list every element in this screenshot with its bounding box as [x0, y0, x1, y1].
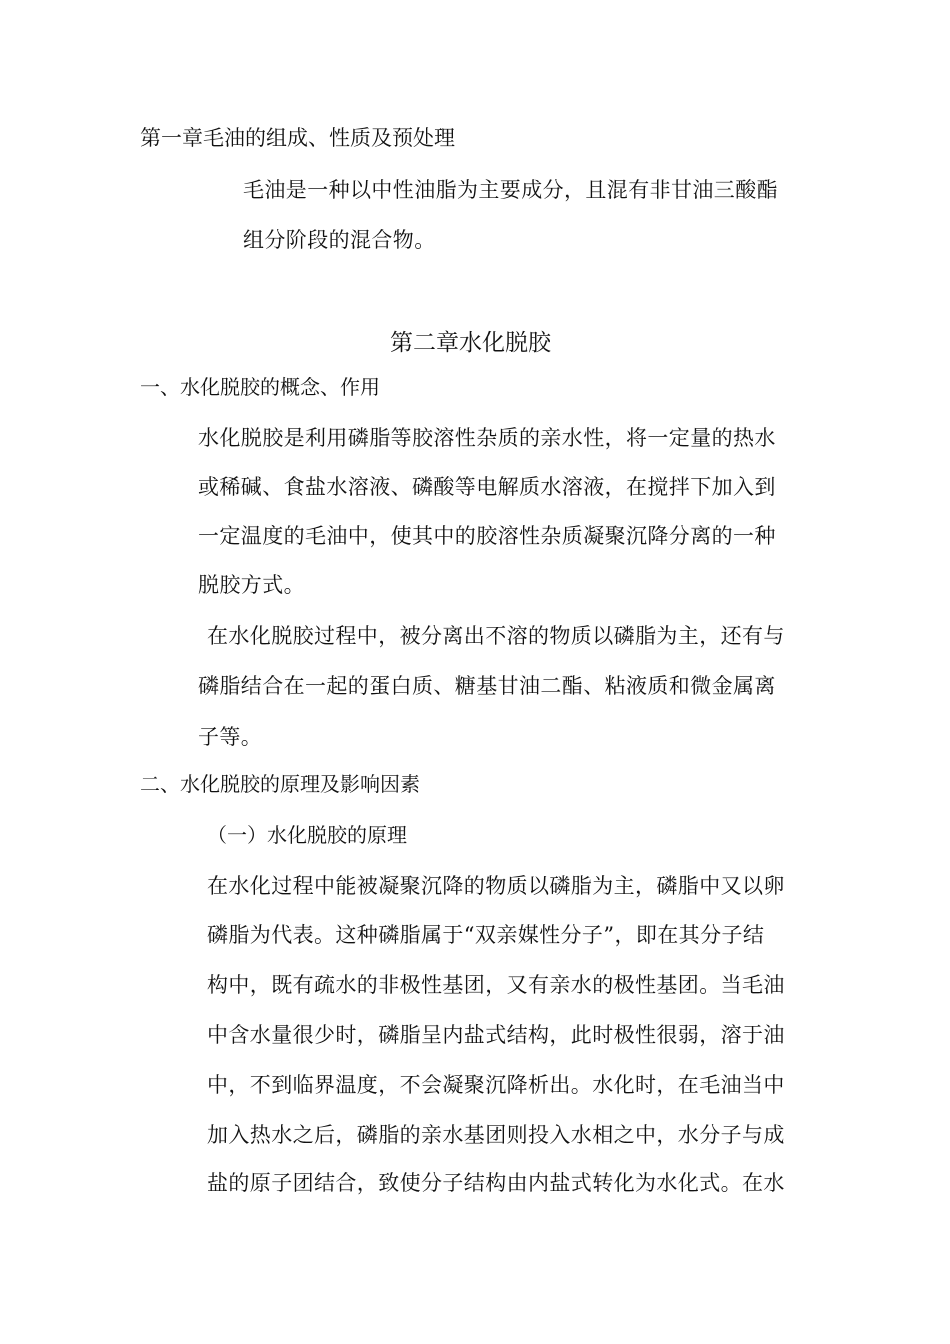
section1-para1-line-2: 或稀碱、食盐水溶液、磷酸等电解质水溶液，在搅拌下加入到 [198, 475, 776, 499]
chapter1-title: 第一章毛油的组成、性质及预处理 [140, 126, 455, 150]
chapter1-line-1: 毛油是一种以中性油脂为主要成分，且混有非甘油三酸酯 [243, 178, 778, 202]
subsection1-line-4: 中含水量很少时，磷脂呈内盐式结构，此时极性很弱，溶于油 [207, 1023, 785, 1047]
subsection1-line-6: 加入热水之后，磷脂的亲水基团则投入水相之中，水分子与成 [207, 1123, 785, 1147]
section2-title: 二、水化脱胶的原理及影响因素 [140, 772, 420, 796]
subsection1-line-1: 在水化过程中能被凝聚沉降的物质以磷脂为主，磷脂中又以卵 [207, 874, 785, 898]
subsection1-title: （一）水化脱胶的原理 [207, 823, 407, 847]
subsection1-line-7: 盐的原子团结合，致使分子结构由内盐式转化为水化式。在水 [207, 1171, 785, 1195]
section1-para2-line-1: 在水化脱胶过程中，被分离出不溶的物质以磷脂为主，还有与 [207, 624, 785, 648]
subsection1-line-3: 构中，既有疏水的非极性基团，又有亲水的极性基团。当毛油 [207, 973, 785, 997]
section1-para1-line-1: 水化脱胶是利用磷脂等胶溶性杂质的亲水性，将一定量的热水 [198, 426, 776, 450]
section1-para1-line-3: 一定温度的毛油中，使其中的胶溶性杂质凝聚沉降分离的一种 [198, 524, 776, 548]
chapter1-line-2: 组分阶段的混合物。 [243, 228, 436, 252]
section1-title: 一、水化脱胶的概念、作用 [140, 375, 380, 399]
section1-para2-line-3: 子等。 [198, 725, 263, 749]
section1-para2-line-2: 磷脂结合在一起的蛋白质、糖基甘油二酯、粘液质和微金属离 [198, 674, 776, 698]
section1-para1-line-4: 脱胶方式。 [198, 573, 305, 597]
chapter2-title: 第二章水化脱胶 [390, 330, 551, 356]
subsection1-line-5: 中，不到临界温度，不会凝聚沉降析出。水化时，在毛油当中 [207, 1073, 785, 1097]
subsection1-line-2: 磷脂为代表。这种磷脂属于“双亲媒性分子”，即在其分子结 [207, 923, 765, 947]
